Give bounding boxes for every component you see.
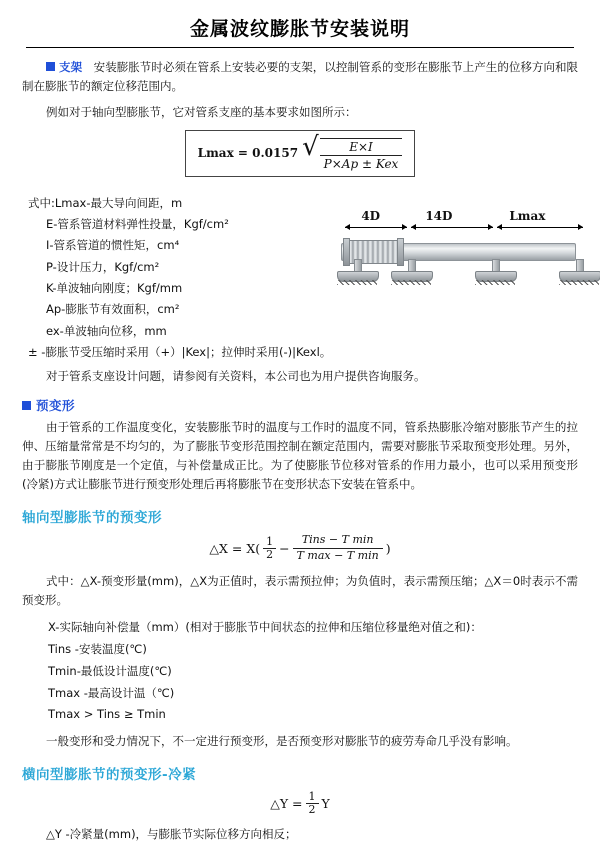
eq-lhs: △Y = <box>270 795 303 811</box>
dim-label-4d: 4D <box>361 208 381 223</box>
axial-predeform-symbol-list <box>22 617 578 726</box>
subhead-axial-predeform: 轴向型膨胀节的预变形 <box>22 509 162 526</box>
axial-expansion-joint-figure <box>337 209 578 319</box>
lateral-predeform-equation <box>270 791 330 815</box>
axial-predeform-tail: 一般变形和受力情况下，不一定进行预变形，是否预变形对膨胀节的疲劳寿命几乎没有影响。 <box>46 734 518 749</box>
support-consult-paragraph: 对于管系支座设计问题，请参阅有关资料，本公司也为用户提供咨询服务。 <box>46 369 426 384</box>
support-figure-column <box>337 187 578 319</box>
support-example-paragraph: 例如对于轴向型膨胀节，它对管系支座的基本要求如图所示： <box>46 104 357 119</box>
legend-item: I-管系管道的惯性矩，cm⁴ <box>46 238 180 253</box>
eq-half-numerator: 1 <box>306 791 319 804</box>
lmax-fraction <box>320 138 403 171</box>
legend-item: ± -膨胀节受压缩时采用（+）|Kex|；拉伸时采用(-)|Kexl。 <box>28 344 332 359</box>
dim-line-14d <box>411 227 493 228</box>
sqrt-group <box>302 131 402 171</box>
list-item: Tins -安装温度(℃) <box>48 641 147 656</box>
eq-temp-numerator: Tins − T min <box>293 534 383 549</box>
eq-half-denominator: 2 <box>266 547 274 561</box>
title-divider <box>26 47 574 48</box>
lmax-formula <box>185 130 416 177</box>
pipe-support-right <box>559 259 599 285</box>
legend-item: K-单波轴向刚度；Kgf/mm <box>46 280 183 295</box>
lateral-predeform-equation-box <box>22 791 578 815</box>
lateral-predeform-note: △Y -冷紧量(mm)，与膨胀节实际位移方向相反； <box>46 827 297 842</box>
lmax-formula-box <box>22 130 578 177</box>
eq-half-fraction <box>306 791 319 815</box>
legend-item: P-设计压力，Kgf/cm² <box>46 259 160 274</box>
lmax-numerator: E×I <box>320 140 403 156</box>
section-predeform-heading: 预变形 <box>36 398 76 413</box>
symbol-legend <box>22 187 331 367</box>
legend-item: Ap-膨胀节有效面积，cm² <box>46 302 180 317</box>
support-intro-paragraph <box>22 58 578 96</box>
section-support-heading: 支架 <box>59 60 83 74</box>
dim-line-4d <box>345 227 407 228</box>
axial-predeform-note: 式中：△X-预变形量(mm)，△X为正值时，表示需预拉伸；为负值时，表示需预压缩；△X＝0时表示不需预变形。 <box>22 574 578 608</box>
radical-icon: √ <box>302 131 319 162</box>
subhead-lateral-predeform: 横向型膨胀节的预变形-冷紧 <box>22 767 197 784</box>
eq-rhs: ) <box>385 540 391 556</box>
legend-item: ex-单波轴向位移，mm <box>46 323 167 338</box>
predeform-intro-paragraph: 由于管系的工作温度变化，安装膨胀节时的温度与工作时的温度不同，管系热膨胀冷缩对膨胀节产生的拉伸、压缩量常常是不均匀的，为了膨胀节变形范围控制在额定范围内，需要对膨胀节采取预变形处理。另外，由于膨胀节刚度是一个定值，与补偿量成正比。为了使膨胀节位移对管系的作用力最小，也可以采用预变形(冷紧)方式让膨胀节进行预变形处理后再将膨胀节在变形状态下安装在管系中。 <box>22 420 578 491</box>
pipe-support-mid2 <box>475 259 515 285</box>
support-intro-text: 安装膨胀节时必须在管系上安装必要的支架，以控制管系的变形在膨胀节上产生的位移方向和限制在膨胀节的额定位移范围内。 <box>22 60 579 93</box>
document-page <box>0 14 600 842</box>
dim-line-lmax <box>497 227 583 228</box>
page-title: 金属波纹膨胀节安装说明 <box>189 18 410 40</box>
lmax-denominator: P×Ap ± Kex <box>323 156 399 171</box>
support-ground-hatch <box>559 280 599 285</box>
bullet-square-icon <box>46 62 55 71</box>
dimension-row <box>337 209 578 235</box>
eq-temp-fraction <box>293 534 383 562</box>
pipe-support-mid1 <box>391 259 431 285</box>
dim-label-lmax: Lmax <box>509 208 546 223</box>
eq-half-fraction <box>263 536 276 560</box>
list-item: Tmax -最高设计温（℃) <box>48 685 175 700</box>
axial-predeform-equation <box>209 534 390 562</box>
dim-label-14d: 14D <box>425 208 453 223</box>
legend-item: E-管系管道材料弹性投量，Kgf/cm² <box>46 217 229 232</box>
legend-item: 式中:Lmax-最大导向间距，m <box>28 195 183 210</box>
section-predeform-heading-row <box>22 396 578 414</box>
bullet-square-icon <box>22 401 31 410</box>
list-item: Tmax > Tins ≥ Tmin <box>48 707 166 722</box>
support-ground-hatch <box>475 280 515 285</box>
support-ground-hatch <box>391 280 431 285</box>
list-item: Tmin-最低设计温度(℃) <box>48 663 172 678</box>
eq-temp-denominator: T max − T min <box>296 548 379 562</box>
pipe-support-left <box>337 259 377 285</box>
list-item: X-实际轴向补偿量（mm）(相对于膨胀节中间状态的拉伸和压缩位移量绝对值之和)： <box>48 620 482 635</box>
eq-rhs: Y <box>321 795 330 811</box>
eq-minus-sign: − <box>279 540 290 556</box>
eq-lhs: △X = X( <box>209 540 261 556</box>
legend-and-figure <box>22 187 578 367</box>
axial-predeform-equation-box <box>22 534 578 562</box>
eq-half-denominator: 2 <box>308 802 316 816</box>
document-body <box>0 58 600 844</box>
support-ground-hatch <box>337 280 377 285</box>
lmax-formula-lhs: Lmax = 0.0157 <box>197 146 299 161</box>
legend-list <box>28 193 331 363</box>
eq-half-numerator: 1 <box>263 536 276 549</box>
